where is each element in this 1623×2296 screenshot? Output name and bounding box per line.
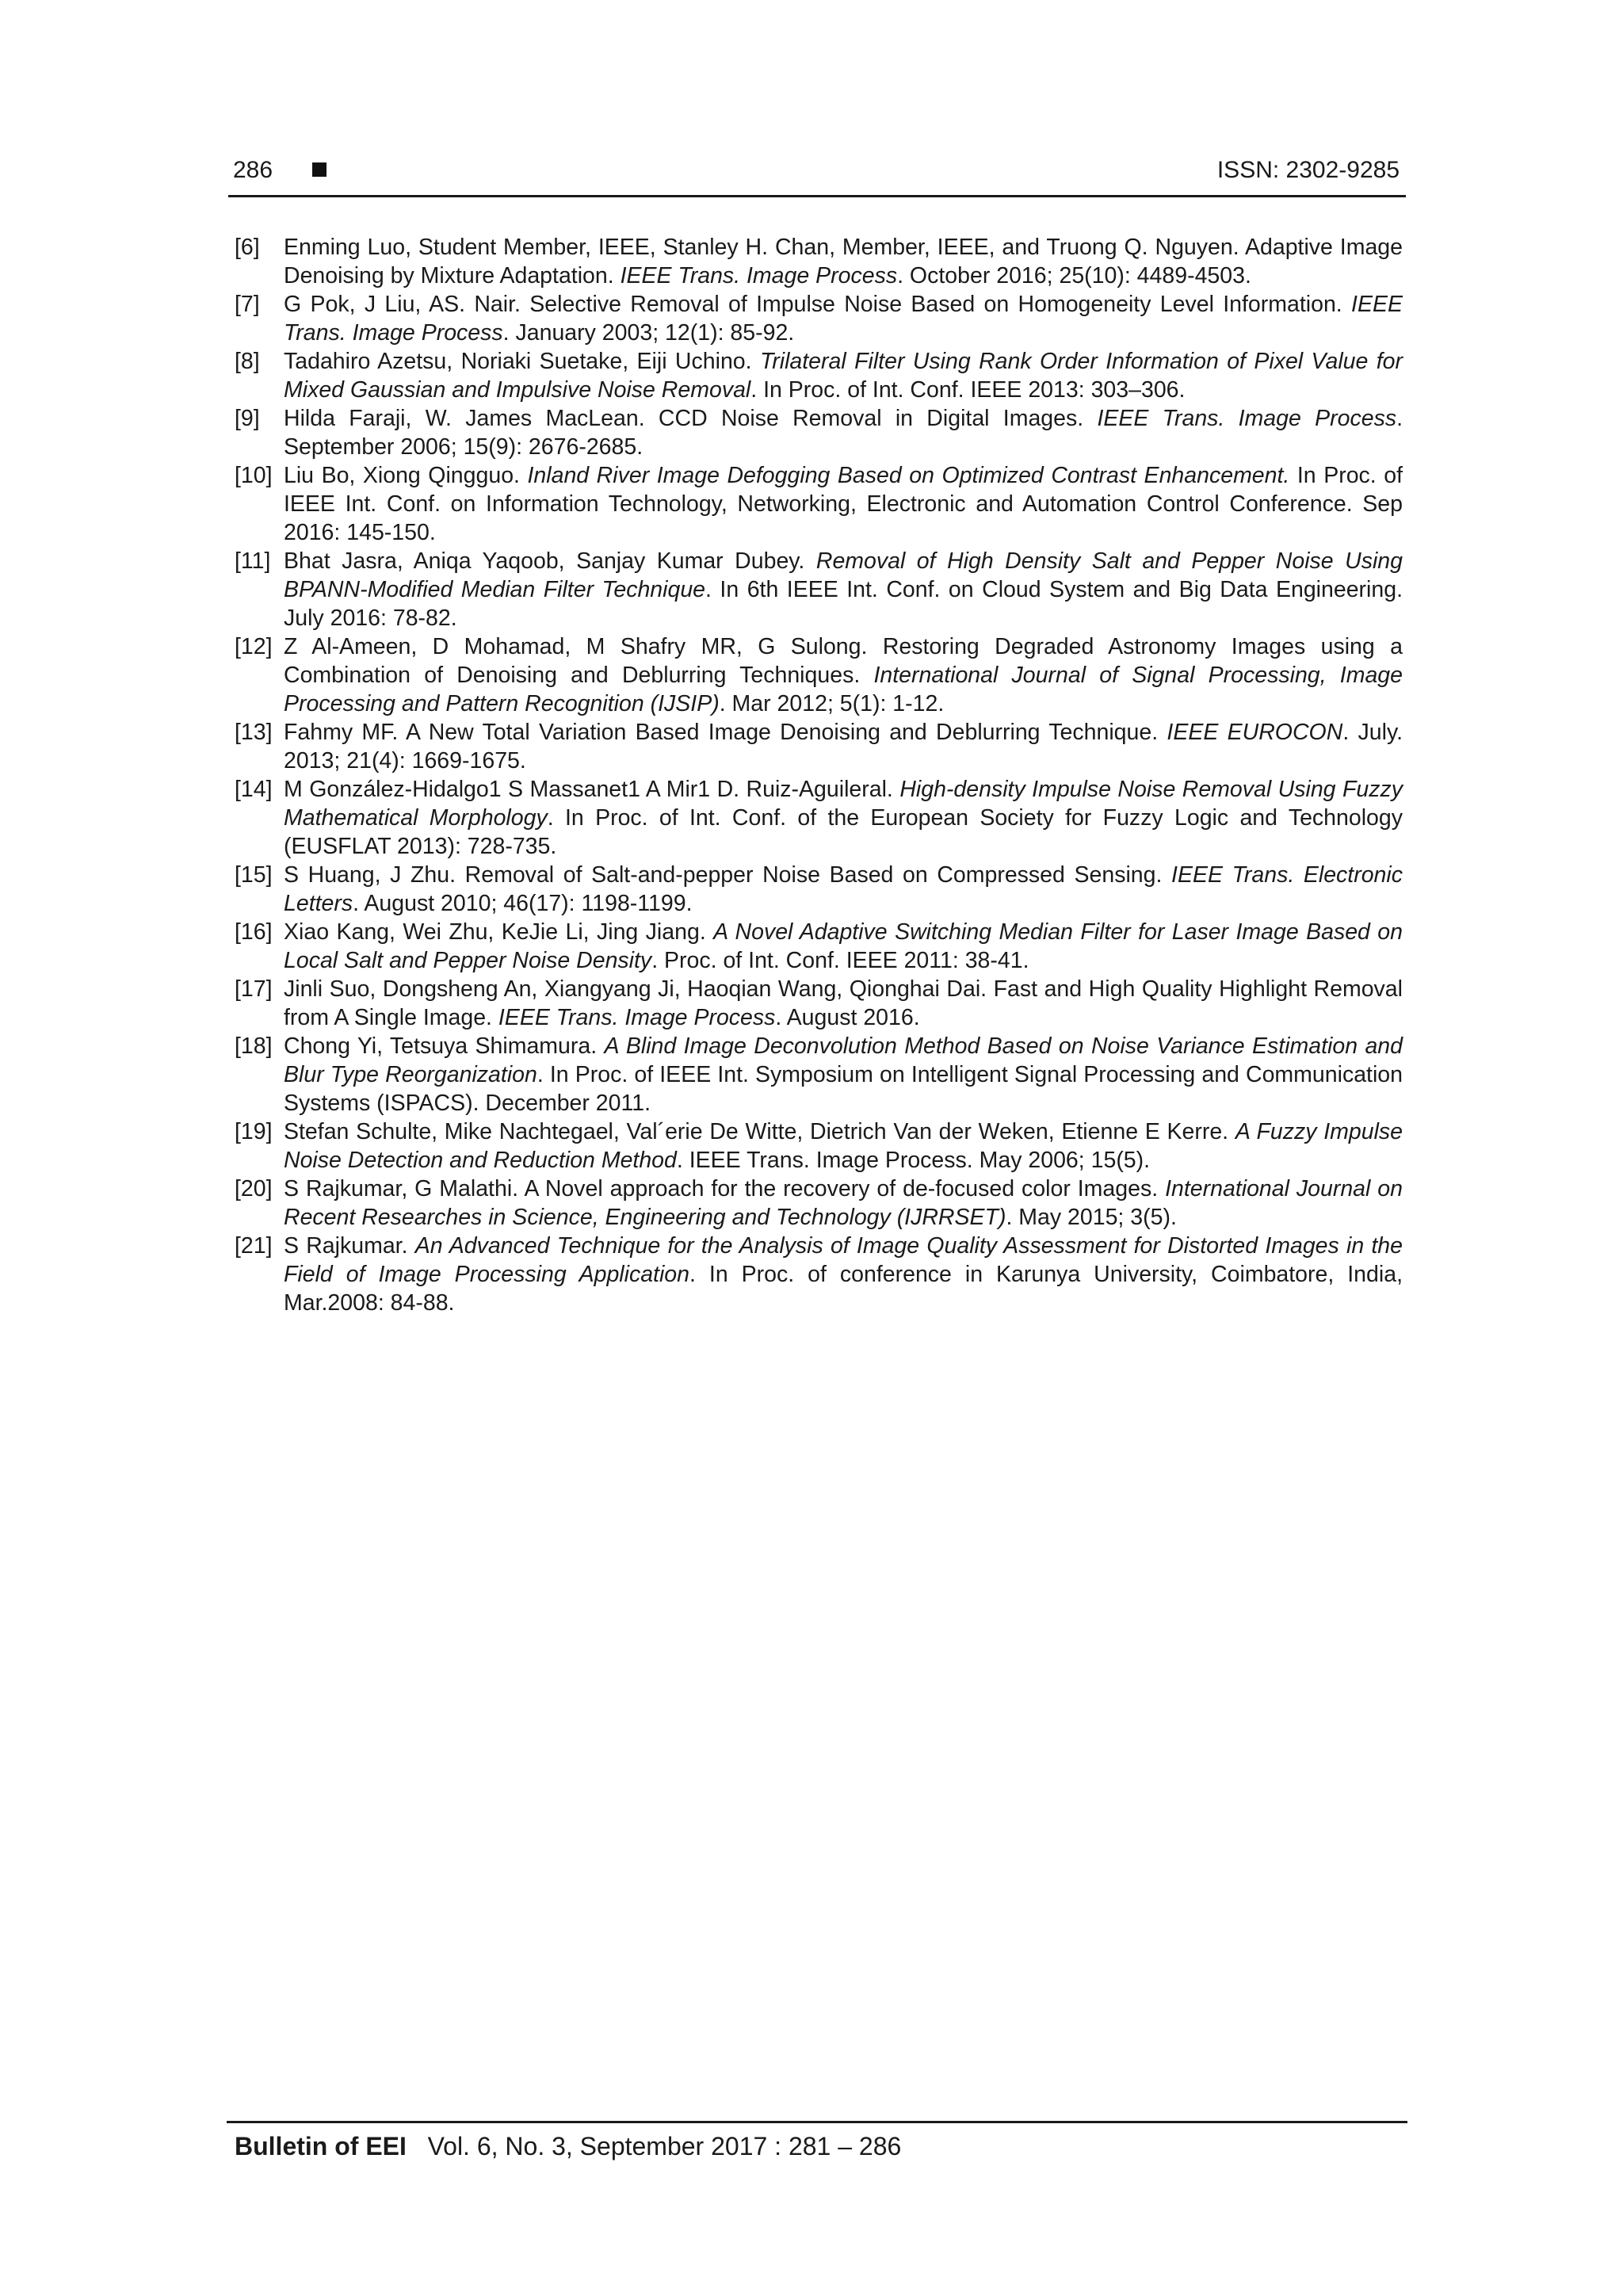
reference-number: [6] bbox=[235, 235, 260, 260]
reference-number: [13] bbox=[235, 720, 273, 745]
reference-text bbox=[284, 919, 1403, 973]
reference-segment: . August 2016. bbox=[775, 1005, 920, 1030]
reference-segment: In Proc. of IEEE Int. Conf. on Information Technology, Networking, Electronic and Automation Control Conference. Sep 2016: 145-150. bbox=[284, 463, 1403, 545]
reference-item bbox=[235, 975, 1403, 1032]
reference-item bbox=[235, 547, 1403, 632]
reference-item bbox=[235, 918, 1403, 975]
reference-item bbox=[235, 775, 1403, 861]
reference-text bbox=[284, 720, 1403, 774]
reference-segment: . September 2006; 15(9): 2676-2685. bbox=[284, 406, 1403, 460]
reference-title-italic: High-density Impulse Noise Removal Using Fuzzy Mathematical Morphology bbox=[284, 777, 1403, 831]
reference-item bbox=[235, 233, 1403, 290]
journal-name: Bulletin of EEI bbox=[235, 2132, 407, 2160]
reference-title-italic: IEEE EUROCON bbox=[1167, 720, 1343, 745]
reference-segment: Stefan Schulte, Mike Nachtegael, Val´erie De Witte, Dietrich Van der Weken, Etienne E Kerre. bbox=[284, 1119, 1235, 1144]
reference-number: [11] bbox=[235, 548, 271, 574]
reference-text bbox=[284, 862, 1403, 916]
issn-label: ISSN: 2302-9285 bbox=[1216, 157, 1400, 183]
reference-segment: Jinli Suo, Dongsheng An, Xiangyang Ji, Haoqian Wang, Qionghai Dai. Fast and High Quality Highlight Removal from A Single Image. bbox=[284, 976, 1403, 1030]
reference-text bbox=[284, 463, 1403, 545]
page-header bbox=[228, 151, 1406, 190]
reference-segment: Chong Yi, Tetsuya Shimamura. bbox=[284, 1033, 605, 1059]
reference-number: [19] bbox=[235, 1119, 273, 1144]
reference-text bbox=[284, 777, 1403, 859]
reference-title-italic: A Novel Adaptive Switching Median Filter for Laser Image Based on Local Salt and Pepper Noise Density bbox=[284, 919, 1403, 973]
reference-number: [8] bbox=[235, 349, 260, 374]
issue-info: Vol. 6, No. 3, September 2017 : 281 – 286 bbox=[427, 2132, 902, 2160]
reference-number: [9] bbox=[235, 406, 260, 431]
reference-title-italic: IEEE Trans. Image Process bbox=[1097, 406, 1397, 431]
reference-title-italic: IEEE Trans. Image Process bbox=[498, 1005, 776, 1030]
reference-number: [14] bbox=[235, 777, 273, 802]
reference-number: [17] bbox=[235, 976, 273, 1002]
reference-text bbox=[284, 1233, 1403, 1316]
reference-item bbox=[235, 861, 1403, 918]
reference-number: [20] bbox=[235, 1176, 273, 1201]
reference-text bbox=[284, 1033, 1403, 1116]
reference-title-italic: Inland River Image Defogging Based on Optimized Contrast Enhancement. bbox=[527, 463, 1290, 488]
header-rule bbox=[228, 195, 1406, 197]
reference-text bbox=[284, 634, 1403, 716]
reference-text bbox=[284, 976, 1403, 1030]
reference-segment: . May 2015; 3(5). bbox=[1006, 1205, 1177, 1230]
reference-item bbox=[235, 718, 1403, 775]
reference-segment: Hilda Faraji, W. James MacLean. CCD Noise Removal in Digital Images. bbox=[284, 406, 1098, 431]
reference-segment: S Rajkumar, G Malathi. A Novel approach for the recovery of de-focused color Images. bbox=[284, 1176, 1166, 1201]
reference-list bbox=[235, 233, 1403, 1317]
reference-text bbox=[284, 548, 1403, 631]
reference-segment: Bhat Jasra, Aniqa Yaqoob, Sanjay Kumar Dubey. bbox=[284, 548, 816, 574]
reference-title-italic: International Journal of Signal Processing, Image Processing and Pattern Recognition (IJSIP) bbox=[284, 663, 1403, 716]
reference-title-italic: Trilateral Filter Using Rank Order Information of Pixel Value for Mixed Gaussian and Impulsive Noise Removal bbox=[284, 349, 1403, 403]
reference-segment: . Proc. of Int. Conf. IEEE 2011: 38-41. bbox=[651, 948, 1029, 973]
reference-segment: . In Proc. of IEEE Int. Symposium on Intelligent Signal Processing and Communication Systems (ISPACS). December 2011. bbox=[284, 1062, 1403, 1116]
reference-title-italic: IEEE Trans. Image Process bbox=[284, 292, 1403, 346]
reference-text bbox=[284, 1119, 1403, 1173]
reference-text bbox=[284, 1176, 1403, 1230]
reference-title-italic: IEEE Trans. Image Process bbox=[620, 263, 898, 288]
reference-title-italic: International Journal on Recent Researches in Science, Engineering and Technology (IJRRSET) bbox=[284, 1176, 1403, 1230]
reference-segment: . October 2016; 25(10): 4489-4503. bbox=[897, 263, 1251, 288]
reference-segment: . In 6th IEEE Int. Conf. on Cloud System and Big Data Engineering. July 2016: 78-82. bbox=[284, 577, 1403, 631]
reference-text bbox=[284, 292, 1403, 346]
reference-text bbox=[284, 406, 1403, 460]
reference-number: [16] bbox=[235, 919, 273, 945]
reference-segment: S Huang, J Zhu. Removal of Salt-and-pepper Noise Based on Compressed Sensing. bbox=[284, 862, 1172, 888]
footer-rule bbox=[227, 2121, 1407, 2123]
reference-segment: . Mar 2012; 5(1): 1-12. bbox=[719, 691, 945, 716]
reference-number: [18] bbox=[235, 1033, 273, 1059]
reference-segment: Tadahiro Azetsu, Noriaki Suetake, Eiji Uchino. bbox=[284, 349, 760, 374]
reference-number: [10] bbox=[235, 463, 273, 488]
reference-item bbox=[235, 632, 1403, 718]
reference-item bbox=[235, 1232, 1403, 1317]
reference-title-italic: A Blind Image Deconvolution Method Based on Noise Variance Estimation and Blur Type Reorganization bbox=[284, 1033, 1403, 1087]
reference-segment: Z Al-Ameen, D Mohamad, M Shafry MR, G Sulong. Restoring Degraded Astronomy Images using a Combination of Denoising and Deblurring Techniques. bbox=[284, 634, 1403, 688]
reference-title-italic: Removal of High Density Salt and Pepper Noise Using BPANN-Modified Median Filter Technique bbox=[284, 548, 1403, 602]
reference-item bbox=[235, 404, 1403, 461]
reference-number: [15] bbox=[235, 862, 273, 888]
reference-segment: . January 2003; 12(1): 85-92. bbox=[502, 320, 795, 346]
reference-segment: . In Proc. of Int. Conf. of the European Society for Fuzzy Logic and Technology (EUSFLAT 2013): 728-735. bbox=[284, 805, 1403, 859]
reference-title-italic: IEEE Trans. Electronic Letters bbox=[284, 862, 1403, 916]
page-number: 286 bbox=[233, 157, 273, 183]
reference-title-italic: A Fuzzy Impulse Noise Detection and Reduction Method bbox=[284, 1119, 1403, 1173]
reference-segment: M González-Hidalgo1 S Massanet1 A Mir1 D. Ruiz-Aguileral. bbox=[284, 777, 900, 802]
header-square-icon bbox=[312, 162, 327, 177]
reference-segment: Xiao Kang, Wei Zhu, KeJie Li, Jing Jiang. bbox=[284, 919, 714, 945]
reference-segment: . July. 2013; 21(4): 1669-1675. bbox=[284, 720, 1403, 774]
reference-item bbox=[235, 1175, 1403, 1232]
reference-item bbox=[235, 1117, 1403, 1175]
reference-item bbox=[235, 461, 1403, 547]
reference-segment: Fahmy MF. A New Total Variation Based Image Denoising and Deblurring Technique. bbox=[284, 720, 1167, 745]
reference-segment: G Pok, J Liu, AS. Nair. Selective Removal of Impulse Noise Based on Homogeneity Level Information. bbox=[284, 292, 1352, 317]
reference-segment: . IEEE Trans. Image Process. May 2006; 15(5). bbox=[676, 1148, 1151, 1173]
reference-segment: . In Proc. of conference in Karunya University, Coimbatore, India, Mar.2008: 84-88. bbox=[284, 1262, 1403, 1316]
reference-text bbox=[284, 235, 1403, 288]
page-footer bbox=[235, 2124, 901, 2168]
reference-number: [7] bbox=[235, 292, 260, 317]
reference-title-italic: An Advanced Technique for the Analysis of Image Quality Assessment for Distorted Images in the Field of Image Processing Application bbox=[284, 1233, 1403, 1287]
reference-segment: Enming Luo, Student Member, IEEE, Stanley H. Chan, Member, IEEE, and Truong Q. Nguyen. Adaptive Image Denoising by Mixture Adaptation. bbox=[284, 235, 1403, 288]
reference-number: [12] bbox=[235, 634, 273, 659]
reference-segment: S Rajkumar. bbox=[284, 1233, 415, 1259]
reference-number: [21] bbox=[235, 1233, 273, 1259]
reference-item bbox=[235, 347, 1403, 404]
reference-text bbox=[284, 349, 1403, 403]
reference-segment: Liu Bo, Xiong Qingguo. bbox=[284, 463, 528, 488]
reference-segment: . In Proc. of Int. Conf. IEEE 2013: 303–306. bbox=[750, 377, 1186, 403]
reference-segment: . August 2010; 46(17): 1198-1199. bbox=[353, 891, 693, 916]
reference-item bbox=[235, 1032, 1403, 1117]
reference-item bbox=[235, 290, 1403, 347]
